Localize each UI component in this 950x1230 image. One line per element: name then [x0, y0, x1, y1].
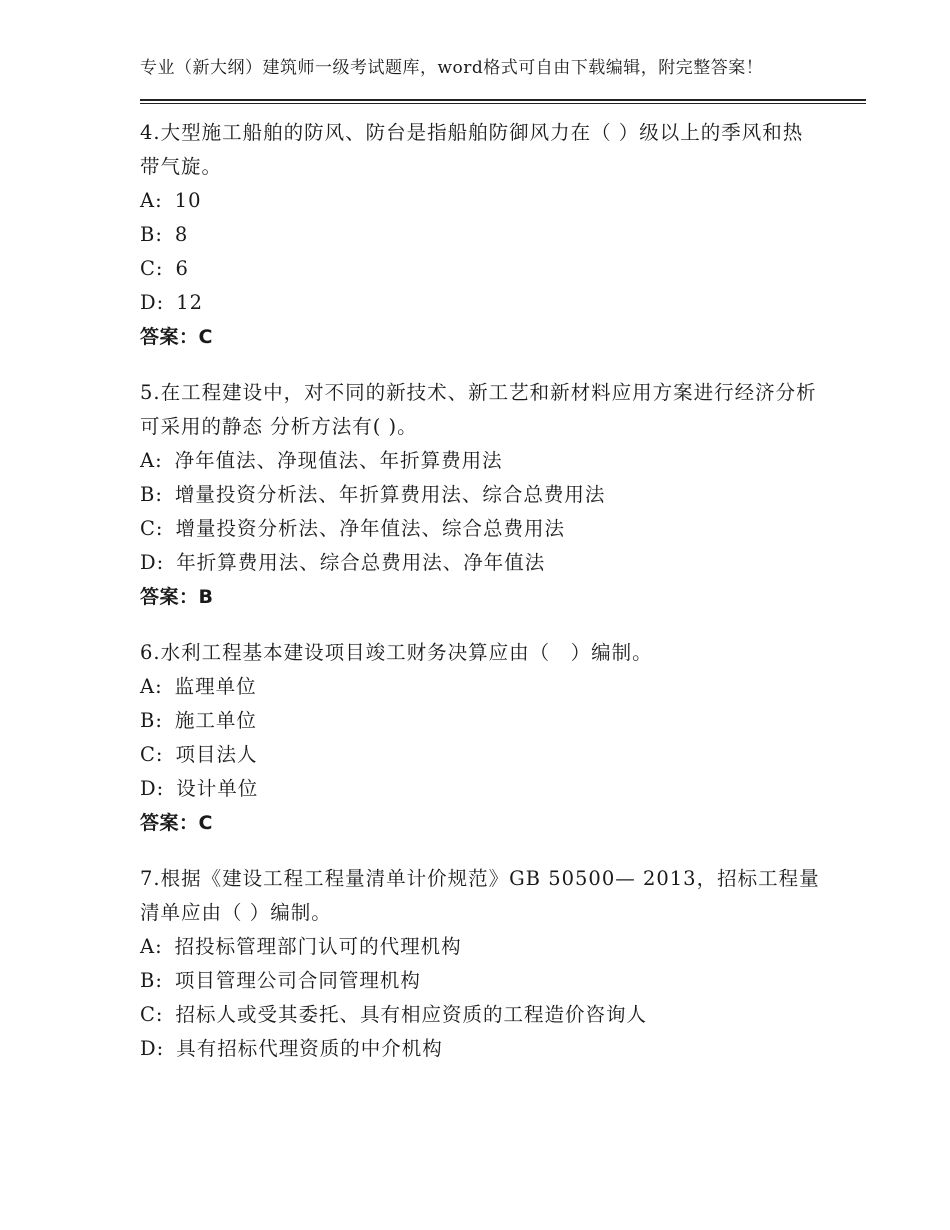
- option-d: [140, 546, 820, 580]
- question-4: [140, 116, 820, 354]
- question-5: [140, 376, 820, 614]
- option-c: [140, 252, 820, 286]
- option-text: 招投标管理部门认可的代理机构: [174, 935, 462, 958]
- header-rule-thick: [140, 99, 866, 101]
- option-key: D:: [140, 777, 165, 800]
- option-a: [140, 930, 820, 964]
- option-c: [140, 998, 820, 1032]
- option-b: [140, 478, 820, 512]
- option-text: 施工单位: [174, 709, 257, 732]
- option-text: 12: [176, 291, 204, 314]
- option-text: 增量投资分析法、年折算费用法、综合总费用法: [174, 483, 606, 506]
- option-key: A:: [140, 449, 163, 472]
- option-text: 项目管理公司合同管理机构: [174, 969, 421, 992]
- option-text: 净年值法、净现值法、年折算费用法: [174, 449, 503, 472]
- option-key: A:: [140, 189, 163, 212]
- option-key: C:: [140, 743, 164, 766]
- option-text: 增量投资分析法、净年值法、综合总费用法: [175, 517, 566, 540]
- header-rule-thin: [140, 103, 866, 104]
- option-key: B:: [140, 483, 163, 506]
- option-text: 项目法人: [175, 743, 258, 766]
- option-d: [140, 1032, 820, 1066]
- answer-line: 答案：C: [140, 326, 213, 348]
- option-d: [140, 286, 820, 320]
- question-stem: 5.在工程建设中，对不同的新技术、新工艺和新材料应用方案进行经济分析可采用的静态 分析方法有( )。: [140, 381, 817, 438]
- question-stem: 6.水利工程基本建设项目竣工财务决算应由（ ）编制。: [140, 641, 653, 664]
- option-key: D:: [140, 1037, 165, 1060]
- option-d: [140, 772, 820, 806]
- option-key: A:: [140, 935, 163, 958]
- answer-line: 答案：B: [140, 586, 214, 608]
- option-text: 10: [174, 189, 202, 212]
- question-6: [140, 636, 820, 840]
- option-b: [140, 964, 820, 998]
- question-list: [140, 116, 820, 1088]
- option-text: 设计单位: [176, 777, 259, 800]
- option-key: B:: [140, 969, 163, 992]
- question-stem: 4.大型施工船舶的防风、防台是指船舶防御风力在（ ）级以上的季风和热带气旋。: [140, 121, 804, 178]
- option-text: 监理单位: [174, 675, 257, 698]
- option-key: B:: [140, 709, 163, 732]
- option-key: C:: [140, 517, 164, 540]
- option-c: [140, 738, 820, 772]
- option-key: A:: [140, 675, 163, 698]
- option-a: [140, 444, 820, 478]
- option-key: C:: [140, 257, 164, 280]
- option-text: 具有招标代理资质的中介机构: [176, 1037, 443, 1060]
- answer-line: 答案：C: [140, 812, 213, 834]
- option-text: 8: [174, 223, 189, 246]
- option-a: [140, 670, 820, 704]
- option-b: [140, 704, 820, 738]
- option-key: C:: [140, 1003, 164, 1026]
- option-key: D:: [140, 551, 165, 574]
- page-header: 专业（新大纲）建筑师一级考试题库，word格式可自由下载编辑，附完整答案！: [140, 58, 764, 78]
- option-key: D:: [140, 291, 165, 314]
- option-text: 6: [175, 257, 189, 280]
- option-c: [140, 512, 820, 546]
- option-text: 年折算费用法、综合总费用法、净年值法: [176, 551, 546, 574]
- option-a: [140, 184, 820, 218]
- question-stem: 7.根据《建设工程工程量清单计价规范》GB 50500— 2013，招标工程量清单应由（ ）编制。: [140, 867, 820, 924]
- option-b: [140, 218, 820, 252]
- option-key: B:: [140, 223, 163, 246]
- option-text: 招标人或受其委托、具有相应资质的工程造价咨询人: [175, 1003, 648, 1026]
- question-7: [140, 862, 820, 1066]
